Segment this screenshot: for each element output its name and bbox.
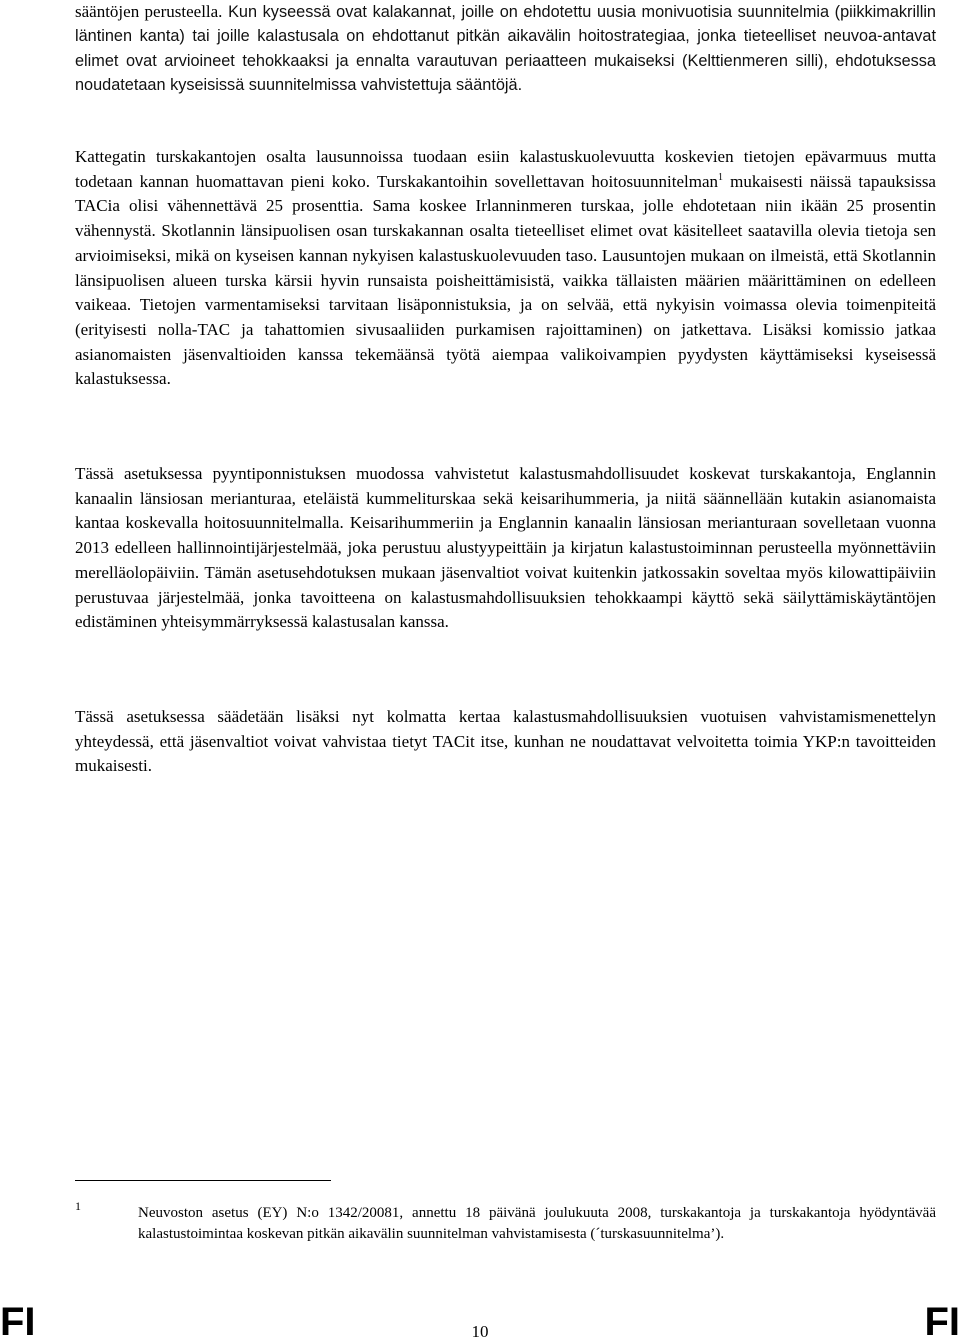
paragraph-1-lead: sääntöjen perusteella. — [75, 2, 223, 21]
footnote-number: 1 — [75, 1199, 81, 1213]
paragraph-1-text: Kun kyseessä ovat kalakannat, joille on ehdotettu uusia monivuotisia suunnitelmia (piikkimakrillin läntinen kanta) tai joille kalastusala on ehdottanut pitkän aikavälin hoitostrategiaa, jonka tieteelliset neuvoa-antavat elimet ovat arvioineet tehokkaaksi ja ennalta varautuvan periaatteen mukaiseksi (Kelttienmeren silli), ehdotuksessa noudatetaan kyseisissä suunnitelmissa vahvistettuja sääntöjä. — [75, 3, 936, 94]
paragraph-2-text-start: Kattegatin turskakantojen osalta lausunnoissa tuodaan esiin kalastuskuolevuutta koskevien tietojen epävarmuus mutta todetaan kannan huomattavan pieni koko. Turskakantoihin sovellettavan hoitosuunnitelman — [75, 147, 936, 191]
footnote-reference[interactable]: 1 — [718, 171, 724, 183]
paragraph-3: Tässä asetuksessa pyyntiponnistuksen muodossa vahvistetut kalastusmahdollisuudet koskevat turskakantoja, Englannin kanaalin länsiosan merianturaa, eteläistä kummeliturskaa sekä keisarihummeria, ja niitä säännellään kutakin asianomaista kantaa koskevalla hoitosuunnitelmalla. Keisarihummeriin ja Englannin kanaalin länsiosan merianturaan sovelletaan vuonna 2013 edelleen hallinnointijärjestelmää, joka perustuu alustyypeittäin ja kirjatun kalastustoiminnan perusteella myönnettäviin merelläolopäiviin. Tämän asetusehdotuksen mukaan jäsenvaltiot voivat kuitenkin jatkossakin soveltaa myös kilowattipäiviin perustuvaa järjestelmää, jonka tavoitteena on kalastusmahdollisuuksien tehokkaampi käyttö sekä säilyttämiskäytäntöjen edistäminen yhteisymmärryksessä kalastusalan kanssa. — [75, 464, 936, 632]
paragraph-2 — [75, 145, 936, 392]
footer-language-right: FI — [924, 1300, 960, 1344]
paragraph-4: Tässä asetuksessa säädetään lisäksi nyt kolmatta kertaa kalastusmahdollisuuksien vuotuisen vahvistamismenettelyn yhteydessä, että jäsenvaltiot voivat vahvistaa tietyt TACit itse, kunhan ne noudattavat velvoitetta toimia YKP:n tavoitteiden mukaisesti. — [75, 707, 936, 776]
footer-language-left: FI — [0, 1300, 36, 1344]
paragraph-1 — [75, 0, 936, 97]
paragraph-2-text-end: mukaisesti näissä tapauksissa TACia olisi vähennettävä 25 prosenttia. Sama koskee Irlanninmeren turskaa, jolle ehdotetaan niin ikään 25 prosentin vähennystä. Skotlannin länsipuolisen osan turskakannan osalta tieteelliset elimet ovat käsitelleet saatavilla olevia tietoja sen arvioimiseksi, mikä on kyseisen kannan nykyisen kalastuskuolevuuden taso. Lausuntojen mukaan on ilmeistä, että Skotlannin länsipuolisen alueen turska kärsii hyvin runsaista poisheittämisistä, vaikka tällaisten määrien määrittäminen on edelleen vaikeaa. Tietojen varmentamiseksi tarvitaan lisäponnistuksia, ja on selvää, että nykyisin voimassa olevia toimenpiteitä (erityisesti nolla-TAC ja tahattomien sivusaaliiden purkamisen rajoittaminen) on jatkettava. Lisäksi komissio jatkaa asianomaisten jäsenvaltioiden kanssa tekemäänsä työtä aiempaa valikoivampien pyydysten käyttämiseksi kyseisessä kalastuksessa. — [75, 171, 936, 389]
footnote-text: Neuvoston asetus (EY) N:o 1342/20081, annettu 18 päivänä joulukuuta 2008, turskakantoja ja turskakantoja hyödyntävää kalastustoimintaa koskevan pitkän aikavälin suunnitelman vahvistamisesta (´turskasuunnitelma’). — [138, 1205, 936, 1242]
footnote-separator — [75, 1180, 331, 1181]
page-number: 10 — [471, 1322, 489, 1341]
